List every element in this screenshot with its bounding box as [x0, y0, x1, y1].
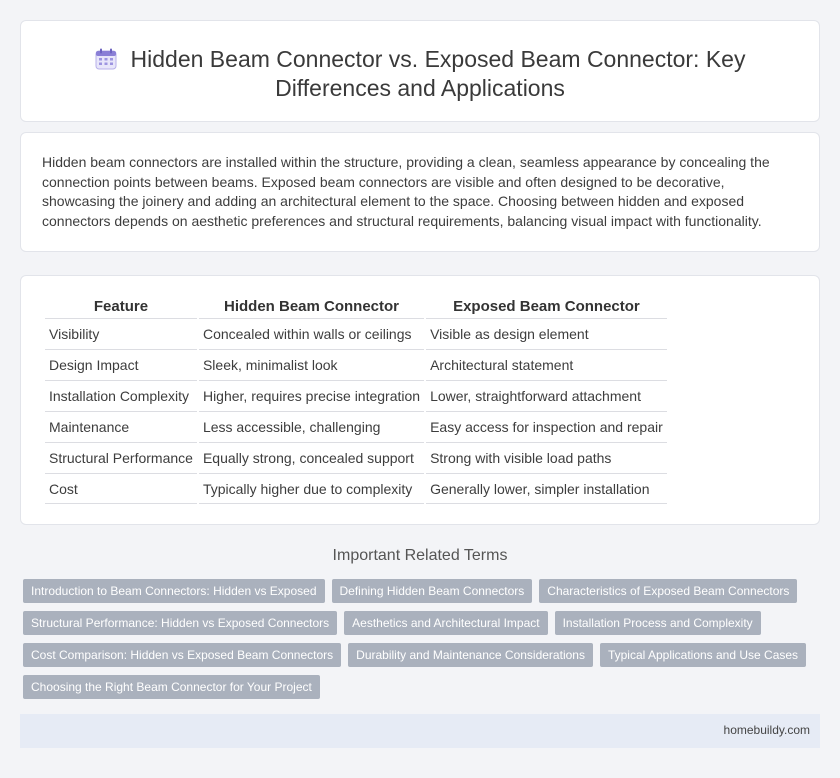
table-row: [45, 473, 667, 504]
related-term-link[interactable]: Typical Applications and Use Cases: [600, 643, 806, 667]
table-cell: Strong with visible load paths: [426, 442, 667, 473]
table-cell: Lower, straightforward attachment: [426, 380, 667, 411]
table-cell: Visibility: [45, 318, 197, 349]
table-cell: Installation Complexity: [45, 380, 197, 411]
table-cell: Maintenance: [45, 411, 197, 442]
table-cell: Equally strong, concealed support: [199, 442, 424, 473]
title-card: [20, 20, 820, 122]
table-cell: Higher, requires precise integration: [199, 380, 424, 411]
header-feature: Feature: [93, 298, 149, 315]
table-row: [45, 442, 667, 473]
table-cell: Cost: [45, 473, 197, 504]
table-row: [45, 411, 667, 442]
footer: [20, 714, 820, 748]
table-cell: Easy access for inspection and repair: [426, 411, 667, 442]
table-cell: Visible as design element: [426, 318, 667, 349]
comparison-table: [43, 294, 669, 504]
table-row: [45, 318, 667, 349]
related-terms-heading: Important Related Terms: [332, 547, 508, 564]
table-cell: Concealed within walls or ceilings: [199, 318, 424, 349]
related-terms-list: [23, 579, 813, 699]
comparison-card: [20, 275, 820, 525]
table-header-row: [45, 294, 667, 318]
intro-paragraph: Hidden beam connectors are installed within the structure, providing a clean, seamless appearance by concealing the connection points between beams. Exposed beam connectors are visible and often designed to be decorative, showcasing the joinery and adding an architectural element to the space. Choosing between hidden and exposed connectors depends on aesthetic preferences and structural requirements, balancing visual impact with functionality.: [42, 154, 770, 229]
related-term-link[interactable]: Durability and Maintenance Considerations: [348, 643, 593, 667]
related-term-link[interactable]: Cost Comparison: Hidden vs Exposed Beam Connectors: [23, 643, 341, 667]
related-term-link[interactable]: Characteristics of Exposed Beam Connectors: [539, 579, 797, 603]
related-term-link[interactable]: Structural Performance: Hidden vs Exposed Connectors: [23, 611, 337, 635]
table-cell: Architectural statement: [426, 349, 667, 380]
table-cell: Less accessible, challenging: [199, 411, 424, 442]
related-term-link[interactable]: Introduction to Beam Connectors: Hidden vs Exposed: [23, 579, 325, 603]
table-cell: Generally lower, simpler installation: [426, 473, 667, 504]
table-cell: Structural Performance: [45, 442, 197, 473]
table-row: [45, 380, 667, 411]
page-title-text: Hidden Beam Connector vs. Exposed Beam Connector: Key Differences and Applications: [130, 46, 746, 101]
related-term-link[interactable]: Defining Hidden Beam Connectors: [332, 579, 533, 603]
related-term-link[interactable]: Aesthetics and Architectural Impact: [344, 611, 547, 635]
page-title: [21, 45, 819, 103]
calendar-icon: [95, 48, 117, 70]
table-cell: Design Impact: [45, 349, 197, 380]
footer-site-link[interactable]: homebuildy.com: [723, 723, 810, 737]
table-cell: Sleek, minimalist look: [199, 349, 424, 380]
related-term-link[interactable]: Installation Process and Complexity: [555, 611, 761, 635]
header-hidden: Hidden Beam Connector: [224, 298, 400, 315]
related-term-link[interactable]: Choosing the Right Beam Connector for Your Project: [23, 675, 320, 699]
intro-card: [20, 132, 820, 252]
table-row: [45, 349, 667, 380]
header-exposed: Exposed Beam Connector: [453, 298, 640, 315]
table-cell: Typically higher due to complexity: [199, 473, 424, 504]
